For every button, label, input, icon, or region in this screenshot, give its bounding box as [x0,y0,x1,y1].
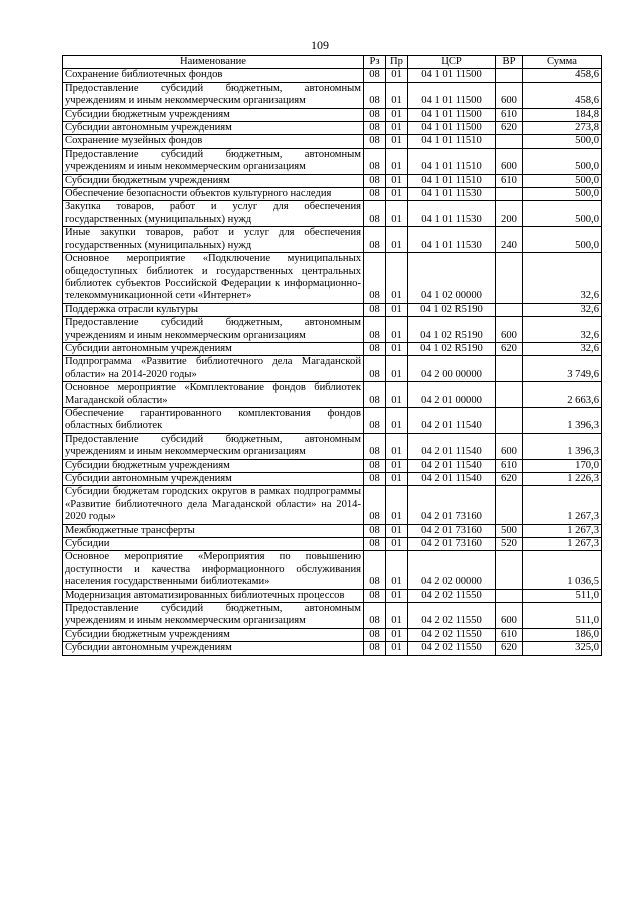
table-row [63,135,602,148]
table-row [63,317,602,343]
cell-name: Субсидии бюджетным учреждениям [63,459,364,472]
header-sum: Сумма [523,56,602,69]
cell-pr: 01 [386,317,408,343]
cell-vr [496,589,523,602]
cell-csr: 04 1 01 11530 [408,201,496,227]
table-row [63,188,602,201]
table-row [63,603,602,629]
cell-rz: 08 [364,603,386,629]
cell-vr: 600 [496,148,523,174]
cell-rz: 08 [364,174,386,187]
cell-vr: 620 [496,473,523,486]
table-row [63,122,602,135]
cell-rz: 08 [364,356,386,382]
cell-rz: 08 [364,342,386,355]
cell-name: Межбюджетные трансферты [63,524,364,537]
cell-name: Предоставление субсидий бюджетным, автономным учреждениям и иным некоммерческим организациям [63,603,364,629]
cell-sum: 500,0 [523,227,602,253]
cell-rz: 08 [364,628,386,641]
cell-name: Предоставление субсидий бюджетным, автономным учреждениям и иным некоммерческим организациям [63,148,364,174]
cell-name: Предоставление субсидий бюджетным, автономным учреждениям и иным некоммерческим организациям [63,82,364,108]
cell-name: Сохранение музейных фондов [63,135,364,148]
cell-pr: 01 [386,82,408,108]
cell-rz: 08 [364,253,386,304]
header-vr: ВР [496,56,523,69]
cell-sum: 186,0 [523,628,602,641]
cell-name: Закупка товаров, работ и услуг для обеспечения государственных (муниципальных) нужд [63,201,364,227]
cell-sum: 458,6 [523,82,602,108]
table-row [63,473,602,486]
cell-csr: 04 1 01 11510 [408,148,496,174]
cell-pr: 01 [386,253,408,304]
cell-vr: 620 [496,342,523,355]
table-row [63,642,602,655]
cell-csr: 04 1 01 11500 [408,108,496,121]
table-row [63,433,602,459]
cell-csr: 04 2 01 00000 [408,382,496,408]
cell-sum: 511,0 [523,603,602,629]
cell-pr: 01 [386,201,408,227]
cell-sum: 1 396,3 [523,433,602,459]
cell-pr: 01 [386,407,408,433]
cell-rz: 08 [364,589,386,602]
table-row [63,303,602,316]
cell-sum: 32,6 [523,317,602,343]
cell-name: Иные закупки товаров, работ и услуг для обеспечения государственных (муниципальных) нужд [63,227,364,253]
cell-name: Основное мероприятие «Подключение муниципальных общедоступных библиотек и государственных центральных библиотек субъектов Российской Федерации к информационно-телекоммуникационной сети «Интернет» [63,253,364,304]
cell-csr: 04 1 01 11510 [408,135,496,148]
cell-vr [496,407,523,433]
cell-name: Обеспечение безопасности объектов культурного наследия [63,188,364,201]
cell-sum: 511,0 [523,589,602,602]
cell-pr: 01 [386,538,408,551]
cell-pr: 01 [386,642,408,655]
cell-rz: 08 [364,642,386,655]
cell-rz: 08 [364,148,386,174]
budget-table [62,55,602,656]
cell-csr: 04 1 01 11500 [408,82,496,108]
cell-rz: 08 [364,303,386,316]
cell-csr: 04 2 01 11540 [408,473,496,486]
cell-pr: 01 [386,382,408,408]
cell-csr: 04 2 02 11550 [408,642,496,655]
cell-vr [496,356,523,382]
cell-name: Подпрограмма «Развитие библиотечного дела Магаданской области» на 2014-2020 годы» [63,356,364,382]
cell-rz: 08 [364,459,386,472]
cell-sum: 1 226,3 [523,473,602,486]
table-row [63,201,602,227]
cell-name: Предоставление субсидий бюджетным, автономным учреждениям и иным некоммерческим организациям [63,317,364,343]
cell-name: Основное мероприятие «Мероприятия по повышению доступности и качества информационного обслуживания населения государственными библиотеками» [63,551,364,589]
header-rz: Рз [364,56,386,69]
cell-name: Поддержка отрасли культуры [63,303,364,316]
cell-vr [496,486,523,524]
cell-sum: 32,6 [523,303,602,316]
cell-vr [496,69,523,82]
cell-name: Субсидии автономным учреждениям [63,473,364,486]
cell-vr: 610 [496,628,523,641]
table-row [63,407,602,433]
cell-sum: 273,8 [523,122,602,135]
cell-pr: 01 [386,188,408,201]
cell-rz: 08 [364,538,386,551]
cell-sum: 458,6 [523,69,602,82]
table-row [63,148,602,174]
cell-csr: 04 1 01 11530 [408,227,496,253]
cell-vr: 600 [496,433,523,459]
cell-name: Субсидии бюджетам городских округов в рамках подпрограммы «Развитие библиотечного дела Магаданской области» на 2014-2020 годы» [63,486,364,524]
cell-rz: 08 [364,188,386,201]
cell-vr [496,382,523,408]
cell-sum: 1 267,3 [523,486,602,524]
header-pr: Пр [386,56,408,69]
cell-vr: 240 [496,227,523,253]
cell-sum: 32,6 [523,253,602,304]
table-row [63,69,602,82]
cell-vr: 600 [496,317,523,343]
cell-pr: 01 [386,473,408,486]
cell-pr: 01 [386,551,408,589]
cell-pr: 01 [386,148,408,174]
cell-pr: 01 [386,227,408,253]
cell-vr: 610 [496,108,523,121]
cell-sum: 1 396,3 [523,407,602,433]
cell-rz: 08 [364,82,386,108]
cell-sum: 500,0 [523,174,602,187]
cell-vr: 600 [496,603,523,629]
cell-sum: 170,0 [523,459,602,472]
cell-name: Субсидии автономным учреждениям [63,342,364,355]
table-row [63,356,602,382]
cell-rz: 08 [364,486,386,524]
cell-pr: 01 [386,135,408,148]
cell-vr: 610 [496,174,523,187]
cell-rz: 08 [364,551,386,589]
cell-rz: 08 [364,108,386,121]
cell-sum: 325,0 [523,642,602,655]
table-body [63,69,602,655]
cell-pr: 01 [386,174,408,187]
cell-vr: 500 [496,524,523,537]
table-row [63,538,602,551]
cell-sum: 3 749,6 [523,356,602,382]
cell-name: Субсидии бюджетным учреждениям [63,174,364,187]
cell-sum: 1 267,3 [523,524,602,537]
cell-vr: 200 [496,201,523,227]
cell-sum: 184,8 [523,108,602,121]
cell-pr: 01 [386,342,408,355]
cell-csr: 04 1 01 11530 [408,188,496,201]
cell-rz: 08 [364,317,386,343]
cell-name: Субсидии бюджетным учреждениям [63,628,364,641]
cell-sum: 1 036,5 [523,551,602,589]
cell-csr: 04 1 02 R5190 [408,342,496,355]
cell-csr: 04 2 00 00000 [408,356,496,382]
cell-name: Субсидии автономным учреждениям [63,642,364,655]
cell-csr: 04 1 01 11500 [408,69,496,82]
cell-name: Сохранение библиотечных фондов [63,69,364,82]
cell-csr: 04 2 01 73160 [408,538,496,551]
cell-csr: 04 2 02 11550 [408,589,496,602]
table-row [63,174,602,187]
cell-csr: 04 1 02 R5190 [408,317,496,343]
cell-rz: 08 [364,69,386,82]
cell-vr: 600 [496,82,523,108]
table-row [63,82,602,108]
cell-csr: 04 2 02 00000 [408,551,496,589]
table-row [63,551,602,589]
table-row [63,486,602,524]
cell-vr [496,253,523,304]
cell-sum: 500,0 [523,135,602,148]
cell-name: Основное мероприятие «Комплектование фондов библиотек Магаданской области» [63,382,364,408]
cell-csr: 04 1 01 11500 [408,122,496,135]
cell-name: Субсидии [63,538,364,551]
cell-csr: 04 2 01 11540 [408,407,496,433]
cell-rz: 08 [364,473,386,486]
cell-name: Обеспечение гарантированного комплектования фондов областных библиотек [63,407,364,433]
table-row [63,253,602,304]
table-row [63,589,602,602]
cell-sum: 500,0 [523,188,602,201]
cell-sum: 500,0 [523,201,602,227]
cell-name: Субсидии автономным учреждениям [63,122,364,135]
cell-rz: 08 [364,382,386,408]
cell-name: Субсидии бюджетным учреждениям [63,108,364,121]
table-header-row [63,56,602,69]
cell-csr: 04 2 02 11550 [408,603,496,629]
cell-rz: 08 [364,122,386,135]
cell-csr: 04 2 02 11550 [408,628,496,641]
cell-pr: 01 [386,108,408,121]
cell-sum: 1 267,3 [523,538,602,551]
cell-pr: 01 [386,486,408,524]
header-csr: ЦСР [408,56,496,69]
cell-vr [496,135,523,148]
table-row [63,459,602,472]
cell-pr: 01 [386,589,408,602]
cell-vr: 520 [496,538,523,551]
cell-vr: 620 [496,122,523,135]
cell-name: Модернизация автоматизированных библиотечных процессов [63,589,364,602]
cell-sum: 500,0 [523,148,602,174]
cell-pr: 01 [386,524,408,537]
cell-vr [496,188,523,201]
cell-csr: 04 2 01 73160 [408,524,496,537]
cell-rz: 08 [364,433,386,459]
table-row [63,342,602,355]
cell-sum: 32,6 [523,342,602,355]
cell-rz: 08 [364,135,386,148]
cell-vr [496,551,523,589]
cell-sum: 2 663,6 [523,382,602,408]
header-name: Наименование [63,56,364,69]
cell-vr: 620 [496,642,523,655]
cell-csr: 04 1 02 00000 [408,253,496,304]
cell-csr: 04 1 01 11510 [408,174,496,187]
cell-rz: 08 [364,524,386,537]
cell-rz: 08 [364,227,386,253]
table-row [63,108,602,121]
table-row [63,628,602,641]
cell-pr: 01 [386,603,408,629]
cell-name: Предоставление субсидий бюджетным, автономным учреждениям и иным некоммерческим организациям [63,433,364,459]
cell-pr: 01 [386,122,408,135]
cell-pr: 01 [386,303,408,316]
cell-pr: 01 [386,69,408,82]
cell-rz: 08 [364,407,386,433]
table-row [63,227,602,253]
cell-csr: 04 1 02 R5190 [408,303,496,316]
cell-csr: 04 2 01 73160 [408,486,496,524]
cell-csr: 04 2 01 11540 [408,459,496,472]
cell-csr: 04 2 01 11540 [408,433,496,459]
page-number: 109 [311,38,329,52]
table-row [63,382,602,408]
table-row [63,524,602,537]
cell-rz: 08 [364,201,386,227]
cell-vr [496,303,523,316]
cell-vr: 610 [496,459,523,472]
cell-pr: 01 [386,433,408,459]
cell-pr: 01 [386,628,408,641]
cell-pr: 01 [386,356,408,382]
cell-pr: 01 [386,459,408,472]
